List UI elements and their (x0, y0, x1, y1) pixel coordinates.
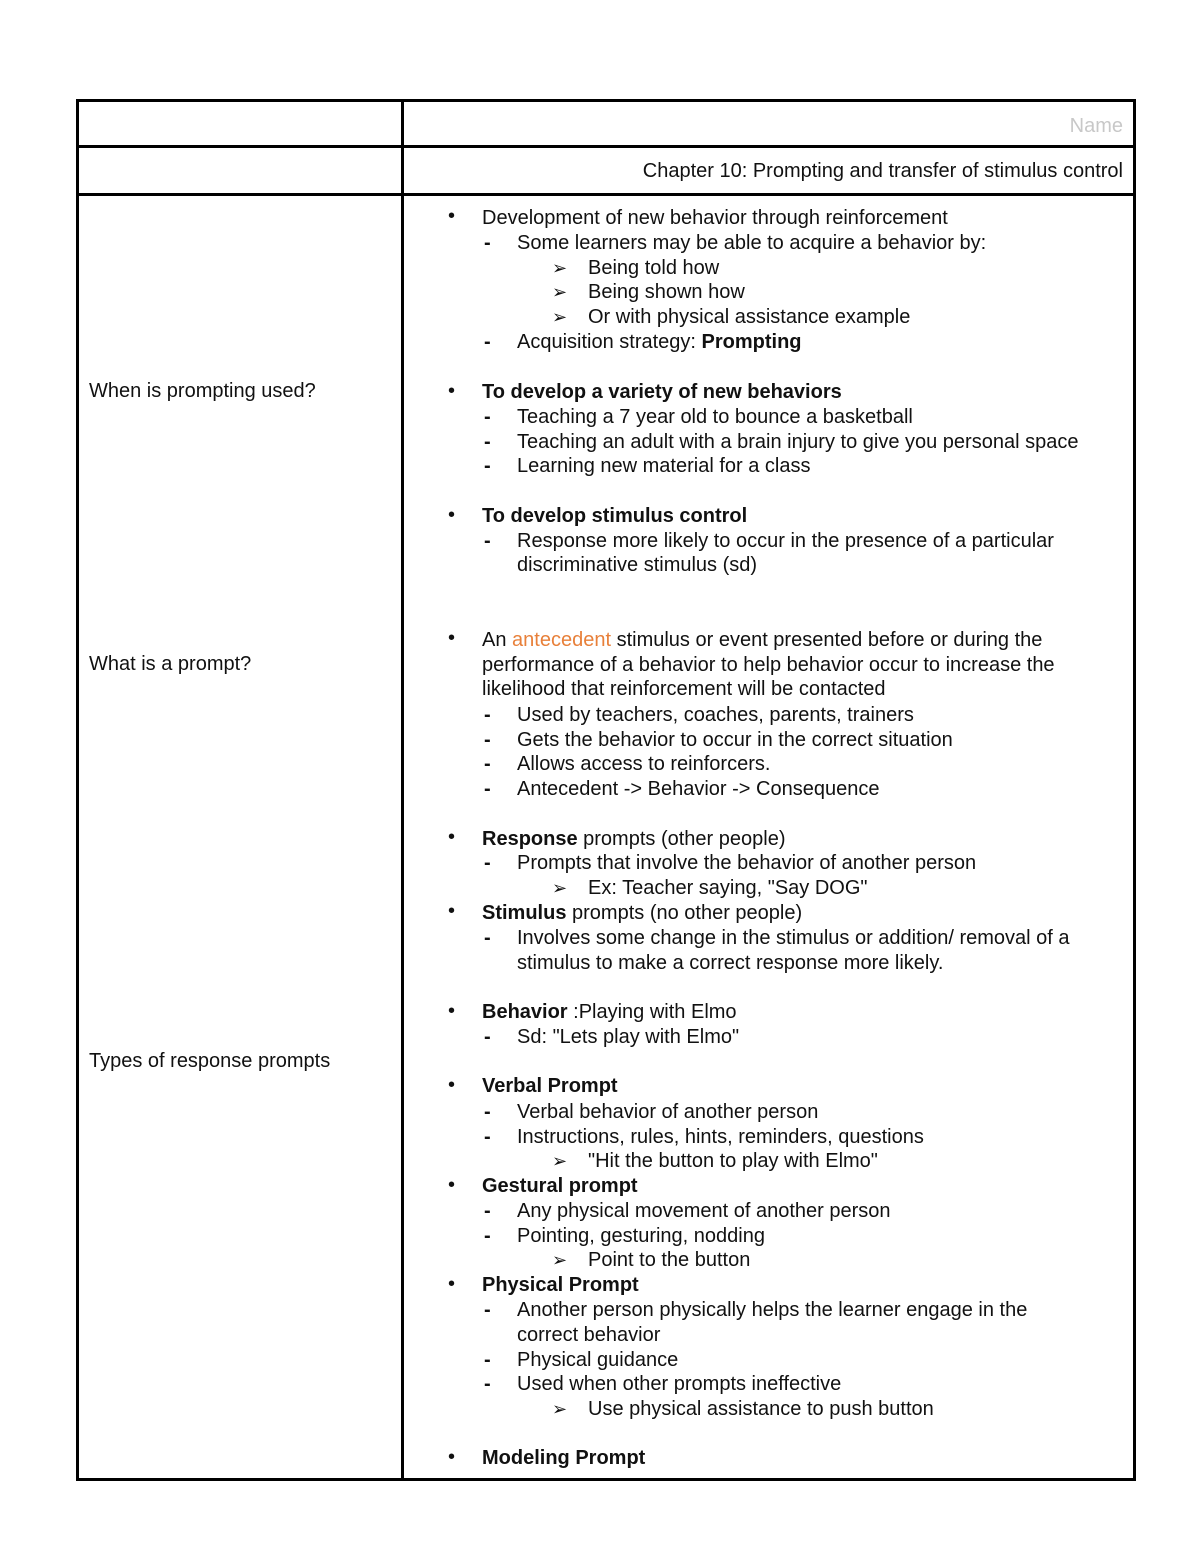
note-bold: Prompting (701, 331, 802, 353)
note-line: Use physical assistance to push button (588, 1398, 934, 1420)
bullet-icon: • (448, 1174, 456, 1196)
note-line (482, 827, 785, 851)
notes-column (404, 196, 1133, 1478)
dash-icon: - (484, 455, 491, 477)
note-heading (482, 380, 842, 404)
arrow-bullet-icon: ➢ (552, 258, 568, 278)
note-line: "Hit the button to play with Elmo" (588, 1150, 878, 1172)
note-bold: To develop stimulus control (482, 505, 748, 527)
arrow-bullet-icon: ➢ (552, 878, 568, 898)
note-line: Physical guidance (517, 1349, 679, 1371)
note-line: Teaching an adult with a brain injury to give you personal space (517, 431, 1079, 453)
note-line (482, 1000, 737, 1024)
note-line: Gets the behavior to occur in the correct situation (517, 729, 953, 751)
arrow-bullet-icon: ➢ (552, 282, 568, 302)
note-line: Any physical movement of another person (517, 1200, 891, 1222)
arrow-bullet-icon: ➢ (552, 307, 568, 327)
dash-icon: - (484, 406, 491, 428)
dash-icon: - (484, 1299, 491, 1321)
bullet-icon: • (448, 1000, 456, 1022)
note-line: performance of a behavior to help behavior occur to increase the (482, 654, 1055, 676)
note-bold: Behavior (482, 1001, 568, 1023)
dash-icon: - (484, 852, 491, 874)
note-line (482, 901, 802, 925)
note-text: stimulus or event presented before or during the (611, 629, 1043, 651)
dash-icon: - (484, 753, 491, 775)
note-line: Point to the button (588, 1249, 751, 1271)
note-line: Used when other prompts ineffective (517, 1373, 842, 1395)
note-line: Prompts that involve the behavior of another person (517, 852, 977, 874)
note-line: Response more likely to occur in the presence of a particular (517, 530, 1054, 552)
dash-icon: - (484, 1101, 491, 1123)
note-heading (482, 504, 747, 528)
dash-icon: - (484, 1225, 491, 1247)
dash-icon: - (484, 778, 491, 800)
note-line: Antecedent -> Behavior -> Consequence (517, 778, 880, 800)
note-line: Teaching a 7 year old to bounce a basketball (517, 406, 913, 428)
note-line: Sd: "Lets play with Elmo" (517, 1026, 740, 1048)
note-text: Acquisition strategy: (517, 331, 702, 353)
bullet-icon: • (448, 900, 456, 922)
note-line: discriminative stimulus (sd) (517, 554, 758, 576)
dash-icon: - (484, 530, 491, 552)
notes-table (76, 99, 1136, 1481)
note-text: prompts (other people) (577, 828, 786, 850)
dash-icon: - (484, 1349, 491, 1371)
arrow-bullet-icon: ➢ (552, 1399, 568, 1419)
note-bold: Response (482, 828, 578, 850)
dash-icon: - (484, 331, 491, 353)
bullet-icon: • (448, 1273, 456, 1295)
note-line: Being shown how (588, 281, 745, 303)
note-line: Development of new behavior through reinforcement (482, 207, 948, 229)
dash-icon: - (484, 1200, 491, 1222)
note-bold: Modeling Prompt (482, 1447, 646, 1469)
note-heading (482, 1446, 645, 1470)
arrow-bullet-icon: ➢ (552, 1151, 568, 1171)
note-bold: Gestural prompt (482, 1175, 638, 1197)
bullet-icon: • (448, 1446, 456, 1468)
note-line: Being told how (588, 257, 720, 279)
note-text: :Playing with Elmo (567, 1001, 737, 1023)
note-heading (482, 1174, 638, 1198)
note-bold: Verbal Prompt (482, 1075, 618, 1097)
note-line: Some learners may be able to acquire a behavior by: (517, 232, 987, 254)
note-line: Pointing, gesturing, nodding (517, 1225, 765, 1247)
note-text: prompts (no other people) (566, 902, 803, 924)
name-field[interactable]: Name (1069, 115, 1123, 137)
dash-icon: - (484, 232, 491, 254)
note-line (482, 628, 1042, 652)
bullet-icon: • (448, 826, 456, 848)
dash-icon: - (484, 1026, 491, 1048)
arrow-bullet-icon: ➢ (552, 1250, 568, 1270)
note-line: Or with physical assistance example (588, 306, 911, 328)
note-line: Verbal behavior of another person (517, 1101, 819, 1123)
highlight-term: antecedent (512, 629, 612, 651)
note-line: Allows access to reinforcers. (517, 753, 771, 775)
note-text: An (482, 629, 513, 651)
note-line: Learning new material for a class (517, 455, 811, 477)
note-line: likelihood that reinforcement will be contacted (482, 678, 886, 700)
dash-icon: - (484, 729, 491, 751)
bullet-icon: • (448, 627, 456, 649)
note-line: Another person physically helps the learner engage in the (517, 1299, 1028, 1321)
note-line: Used by teachers, coaches, parents, trainers (517, 704, 914, 726)
note-line: Instructions, rules, hints, reminders, questions (517, 1126, 924, 1148)
bullet-icon: • (448, 380, 456, 402)
note-bold: Stimulus (482, 902, 567, 924)
question-types-prompts: Types of response prompts (89, 1050, 331, 1072)
note-line: stimulus to make a correct response more likely. (517, 952, 944, 974)
question-when-prompting: When is prompting used? (89, 380, 316, 402)
note-line (517, 330, 802, 354)
note-line: correct behavior (517, 1324, 661, 1346)
bullet-icon: • (448, 1074, 456, 1096)
header-row-name (79, 102, 1133, 148)
dash-icon: - (484, 704, 491, 726)
note-bold: Physical Prompt (482, 1274, 639, 1296)
note-heading (482, 1074, 618, 1098)
note-bold: To develop a variety of new behaviors (482, 381, 842, 403)
header-row-chapter (79, 148, 1133, 196)
dash-icon: - (484, 927, 491, 949)
bullet-icon: • (448, 504, 456, 526)
note-heading (482, 1273, 639, 1297)
note-line: Ex: Teacher saying, "Say DOG" (588, 877, 868, 899)
dash-icon: - (484, 1126, 491, 1148)
dash-icon: - (484, 1373, 491, 1395)
note-line: Involves some change in the stimulus or addition/ removal of a (517, 927, 1070, 949)
bullet-icon: • (448, 205, 456, 227)
question-what-prompt: What is a prompt? (89, 653, 252, 675)
dash-icon: - (484, 431, 491, 453)
chapter-title: Chapter 10: Prompting and transfer of stimulus control (642, 160, 1123, 182)
